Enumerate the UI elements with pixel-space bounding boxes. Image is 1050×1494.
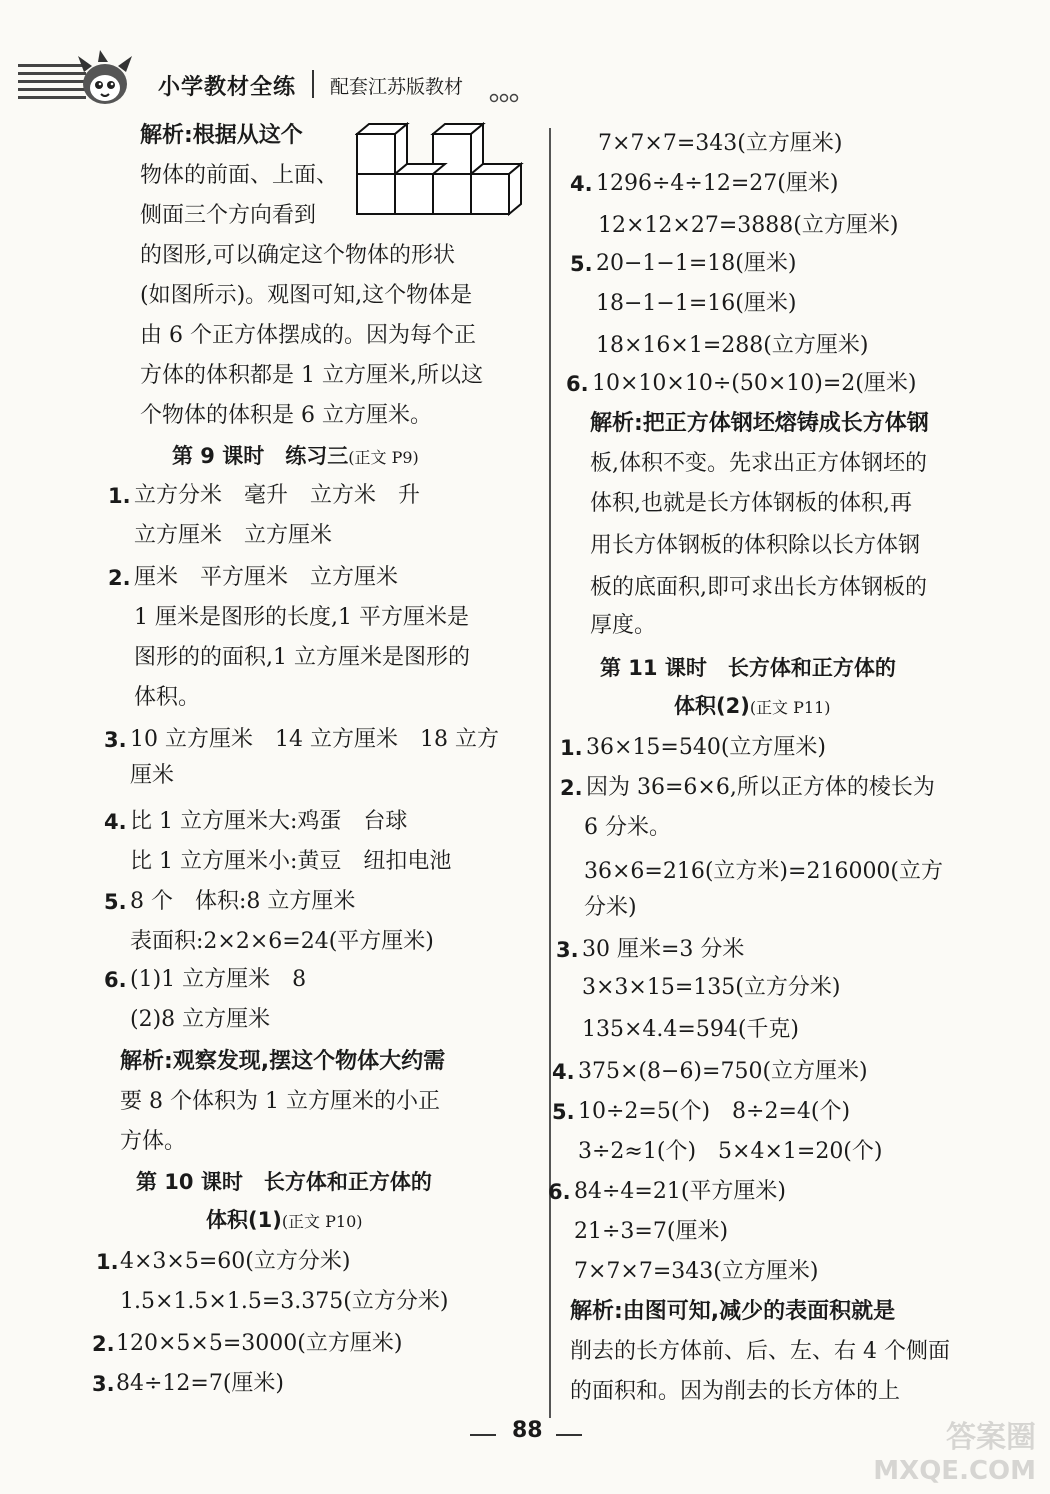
text-line: 削去的长方体前、后、左、右 4 个侧面 — [570, 1339, 950, 1364]
analysis-text: 解析:由图可知,减少的表面积就是 — [570, 1299, 896, 1324]
answer-line: 立方分米 毫升 立方米 升 — [134, 483, 421, 508]
text-line: 板的底面积,即可求出长方体钢板的 — [590, 575, 927, 600]
answer-line: 分米) — [584, 895, 637, 920]
text-line: 个物体的体积是 6 立方厘米。 — [140, 403, 432, 428]
question-number: 3. — [104, 728, 127, 752]
text-line: 侧面三个方向看到 — [140, 203, 317, 228]
text-line: 用长方体钢板的体积除以长方体钢 — [590, 533, 921, 558]
lesson-title: 第 10 课时 长方体和正方体的 — [136, 1170, 432, 1194]
brand-title: 小学教材全练 — [158, 75, 297, 100]
page-number: 88 — [512, 1418, 543, 1443]
answer-line: 18×16×1=288(立方厘米) — [596, 333, 869, 358]
question-number: 3. — [556, 938, 579, 962]
lesson-title-cont: 体积(2)(正文 P11) — [674, 694, 831, 718]
text-line: 方体的体积都是 1 立方厘米,所以这 — [140, 363, 483, 388]
answer-line: 84÷4=21(平方厘米) — [574, 1179, 787, 1204]
question-number: 4. — [570, 172, 593, 196]
answer-line: (1)1 立方厘米 8 — [130, 967, 307, 992]
answer-line: 1296÷4÷12=27(厘米) — [596, 171, 839, 196]
question-number: 1. — [560, 736, 583, 760]
answer-line: 375×(8−6)=750(立方厘米) — [578, 1059, 868, 1084]
answer-line: 135×4.4=594(千克) — [582, 1017, 800, 1042]
text-line: 方体。 — [120, 1129, 187, 1154]
watermark: 答案圈 MXQE.COM — [873, 1420, 1036, 1486]
lesson-title: 第 11 课时 长方体和正方体的 — [600, 656, 896, 680]
footer-dash-left — [470, 1434, 496, 1436]
analysis-text: 解析:观察发现,摆这个物体大约需 — [120, 1049, 446, 1074]
question-number: 1. — [108, 484, 131, 508]
text-line: 的图形,可以确定这个物体的形状 — [140, 243, 455, 268]
answer-line: (2)8 立方厘米 — [130, 1007, 271, 1032]
answer-line: 6 分米。 — [584, 815, 671, 840]
circles-decor-icon — [488, 86, 528, 110]
answer-line: 4×3×5=60(立方分米) — [120, 1249, 351, 1274]
page-header — [0, 48, 1050, 114]
question-number: 3. — [92, 1372, 115, 1396]
question-number: 6. — [104, 968, 127, 992]
question-number: 2. — [92, 1332, 115, 1356]
answer-line: 比 1 立方厘米小:黄豆 纽扣电池 — [130, 849, 452, 874]
answer-line: 10÷2=5(个) 8÷2=4(个) — [578, 1099, 851, 1124]
answer-line: 比 1 立方厘米大:鸡蛋 台球 — [130, 809, 408, 834]
answer-line: 84÷12=7(厘米) — [116, 1371, 285, 1396]
analysis-text: 解析:根据从这个 — [140, 123, 303, 148]
answer-line: 体积。 — [134, 685, 201, 710]
answer-line: 1 厘米是图形的长度,1 平方厘米是 — [134, 605, 469, 630]
text-line: 物体的前面、上面、 — [140, 163, 339, 188]
lesson-title-cont: 体积(1)(正文 P10) — [206, 1208, 363, 1232]
text-line: 厚度。 — [590, 613, 657, 638]
text-line: (如图所示)。观图可知,这个物体是 — [140, 283, 473, 308]
question-number: 5. — [570, 252, 593, 276]
answer-line: 12×12×27=3888(立方厘米) — [598, 213, 899, 238]
brand-subtitle: 配套江苏版教材 — [330, 76, 464, 98]
column-divider — [549, 128, 551, 1418]
text-line: 板,体积不变。先求出正方体钢坯的 — [590, 451, 927, 476]
answer-line: 图形的的面积,1 立方厘米是图形的 — [134, 645, 470, 670]
answer-line: 厘米 — [130, 763, 175, 788]
lesson-title: 第 9 课时 练习三(正文 P9) — [172, 444, 419, 468]
answer-line: 厘米 平方厘米 立方厘米 — [134, 565, 399, 590]
question-number: 5. — [104, 890, 127, 914]
answer-line: 10×10×10÷(50×10)=2(厘米) — [592, 371, 917, 396]
answer-line: 21÷3=7(厘米) — [574, 1219, 729, 1244]
question-number: 6. — [548, 1180, 571, 1204]
answer-line: 表面积:2×2×6=24(平方厘米) — [130, 929, 434, 954]
text-line: 由 6 个正方体摆成的。因为每个正 — [140, 323, 476, 348]
question-number: 5. — [552, 1100, 575, 1124]
question-number: 1. — [96, 1250, 119, 1274]
mascot-icon — [70, 50, 140, 114]
answer-line: 3÷2≈1(个) 5×4×1=20(个) — [578, 1139, 883, 1164]
text-line: 要 8 个体积为 1 立方厘米的小正 — [120, 1089, 440, 1114]
cube-figure — [355, 122, 540, 216]
answer-line: 30 厘米=3 分米 — [582, 937, 745, 962]
footer-dash-right — [556, 1434, 582, 1436]
analysis-text: 解析:把正方体钢坯熔铸成长方体钢 — [590, 411, 929, 436]
answer-line: 7×7×7=343(立方厘米) — [574, 1259, 819, 1284]
answer-line: 立方厘米 立方厘米 — [134, 523, 333, 548]
answer-line: 1.5×1.5×1.5=3.375(立方分米) — [120, 1289, 449, 1314]
answer-line: 3×3×15=135(立方分米) — [582, 975, 841, 1000]
answer-line: 36×6=216(立方米)=216000(立方 — [584, 859, 944, 884]
answer-line: 18−1−1=16(厘米) — [596, 291, 797, 316]
header-divider — [312, 70, 314, 98]
answer-line: 8 个 体积:8 立方厘米 — [130, 889, 356, 914]
question-number: 4. — [552, 1060, 575, 1084]
question-number: 6. — [566, 372, 589, 396]
text-line: 体积,也就是长方体钢板的体积,再 — [590, 491, 912, 516]
question-number: 2. — [108, 566, 131, 590]
answer-line: 10 立方厘米 14 立方厘米 18 立方 — [130, 727, 499, 752]
text-line: 的面积和。因为削去的长方体的上 — [570, 1379, 901, 1404]
question-number: 4. — [104, 810, 127, 834]
answer-line: 20−1−1=18(厘米) — [596, 251, 797, 276]
answer-line: 36×15=540(立方厘米) — [586, 735, 827, 760]
answer-line: 120×5×5=3000(立方厘米) — [116, 1331, 403, 1356]
answer-line: 7×7×7=343(立方厘米) — [598, 131, 843, 156]
question-number: 2. — [560, 776, 583, 800]
answer-line: 因为 36=6×6,所以正方体的棱长为 — [586, 775, 935, 800]
